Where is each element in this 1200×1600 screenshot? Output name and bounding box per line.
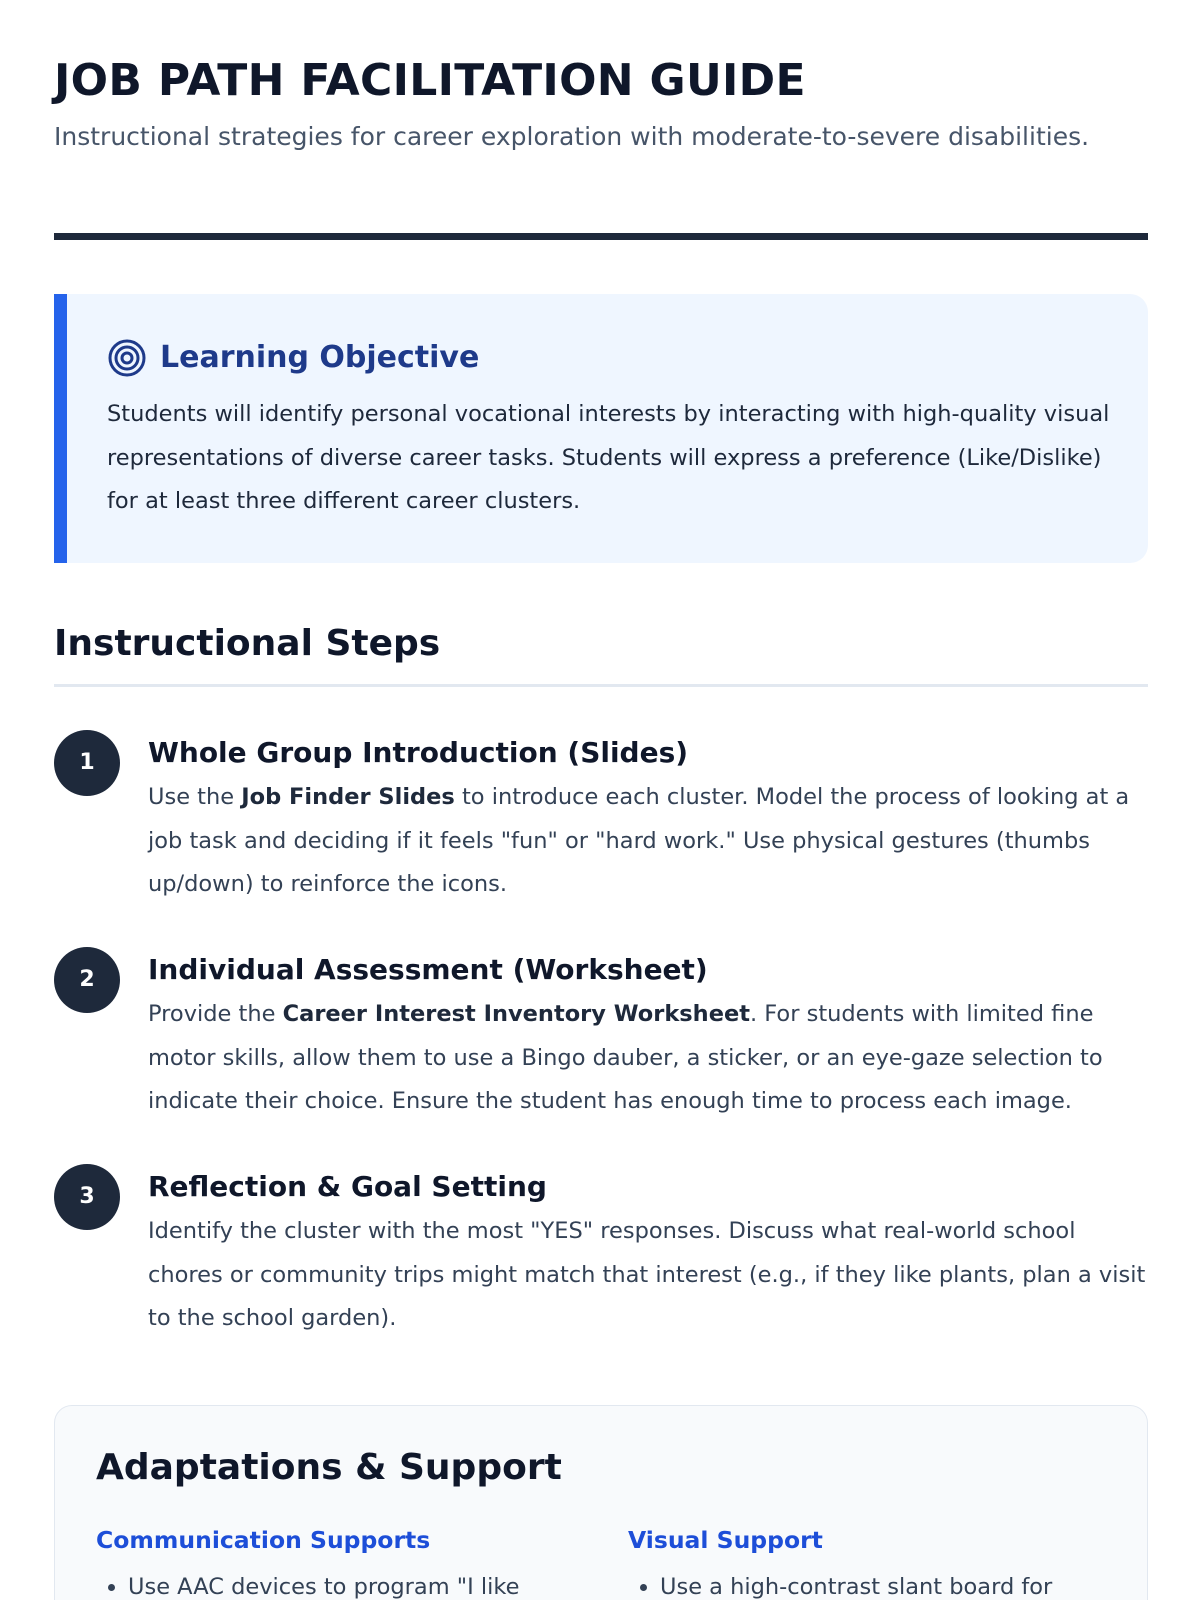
communication-supports-column — [96, 1522, 566, 1600]
page-subtitle: Instructional strategies for career exploration with moderate-to-severe disabilities. — [54, 122, 1090, 151]
step-resource-name: Job Finder Slides — [241, 784, 455, 810]
step-text-end: to introduce each cluster. Model the process of looking at a job task and deciding if it feels "fun" or "hard work." Use physical gestures (thumbs up/down) to reinforce the icons. — [148, 784, 1130, 897]
step-title: Individual Assessment (Worksheet) — [148, 953, 708, 986]
learning-objective-card — [54, 294, 1148, 563]
step-number-badge: 3 — [54, 1164, 120, 1230]
step-title: Reflection & Goal Setting — [148, 1170, 547, 1203]
step-description: Identify the cluster with the most "YES" responses. Discuss what real-world school chores or community trips might match that interest (e.g., if they like plants, plan a visit to the school garden). — [148, 1218, 1146, 1331]
step-number-badge: 2 — [54, 947, 120, 1013]
visual-support-column — [628, 1522, 1098, 1600]
visual-support-heading: Visual Support — [628, 1526, 823, 1554]
visual-support-list — [628, 1566, 1098, 1600]
objective-accent-bar — [54, 294, 67, 563]
list-item: • Use a high-contrast slant board for — [660, 1566, 1098, 1600]
list-item: • Use AAC devices to program "I like — [128, 1566, 566, 1600]
header-divider — [54, 233, 1148, 240]
step-text-start: Provide the — [148, 1001, 283, 1027]
objective-title: Learning Objective — [160, 340, 480, 375]
communication-supports-heading: Communication Supports — [96, 1526, 431, 1554]
steps-heading: Instructional Steps — [54, 623, 441, 664]
adaptations-card — [54, 1405, 1148, 1600]
target-icon — [108, 339, 146, 377]
communication-supports-list — [96, 1566, 566, 1600]
page-title: JOB PATH FACILITATION GUIDE — [54, 55, 806, 106]
step-resource-name: Career Interest Inventory Worksheet — [282, 1001, 750, 1027]
step-text-start: Use the — [148, 784, 242, 810]
step-number-badge: 1 — [54, 730, 120, 796]
step-description — [148, 993, 1148, 1124]
steps-divider — [54, 684, 1148, 687]
step-text-end: . For students with limited fine motor skills, allow them to use a Bingo dauber, a sticker, or an eye-gaze selection to indicate their choice. Ensure the student has enough time to process each image. — [148, 1001, 1103, 1114]
step-title: Whole Group Introduction (Slides) — [148, 736, 689, 769]
adaptations-title: Adaptations & Support — [96, 1447, 562, 1488]
objective-text: Students will identify personal vocational interests by interacting with high-quality visual representations of diverse career tasks. Students will express a preference (Like/Dislike) for at least three different career clusters. — [107, 401, 1110, 514]
step-description — [148, 776, 1148, 907]
